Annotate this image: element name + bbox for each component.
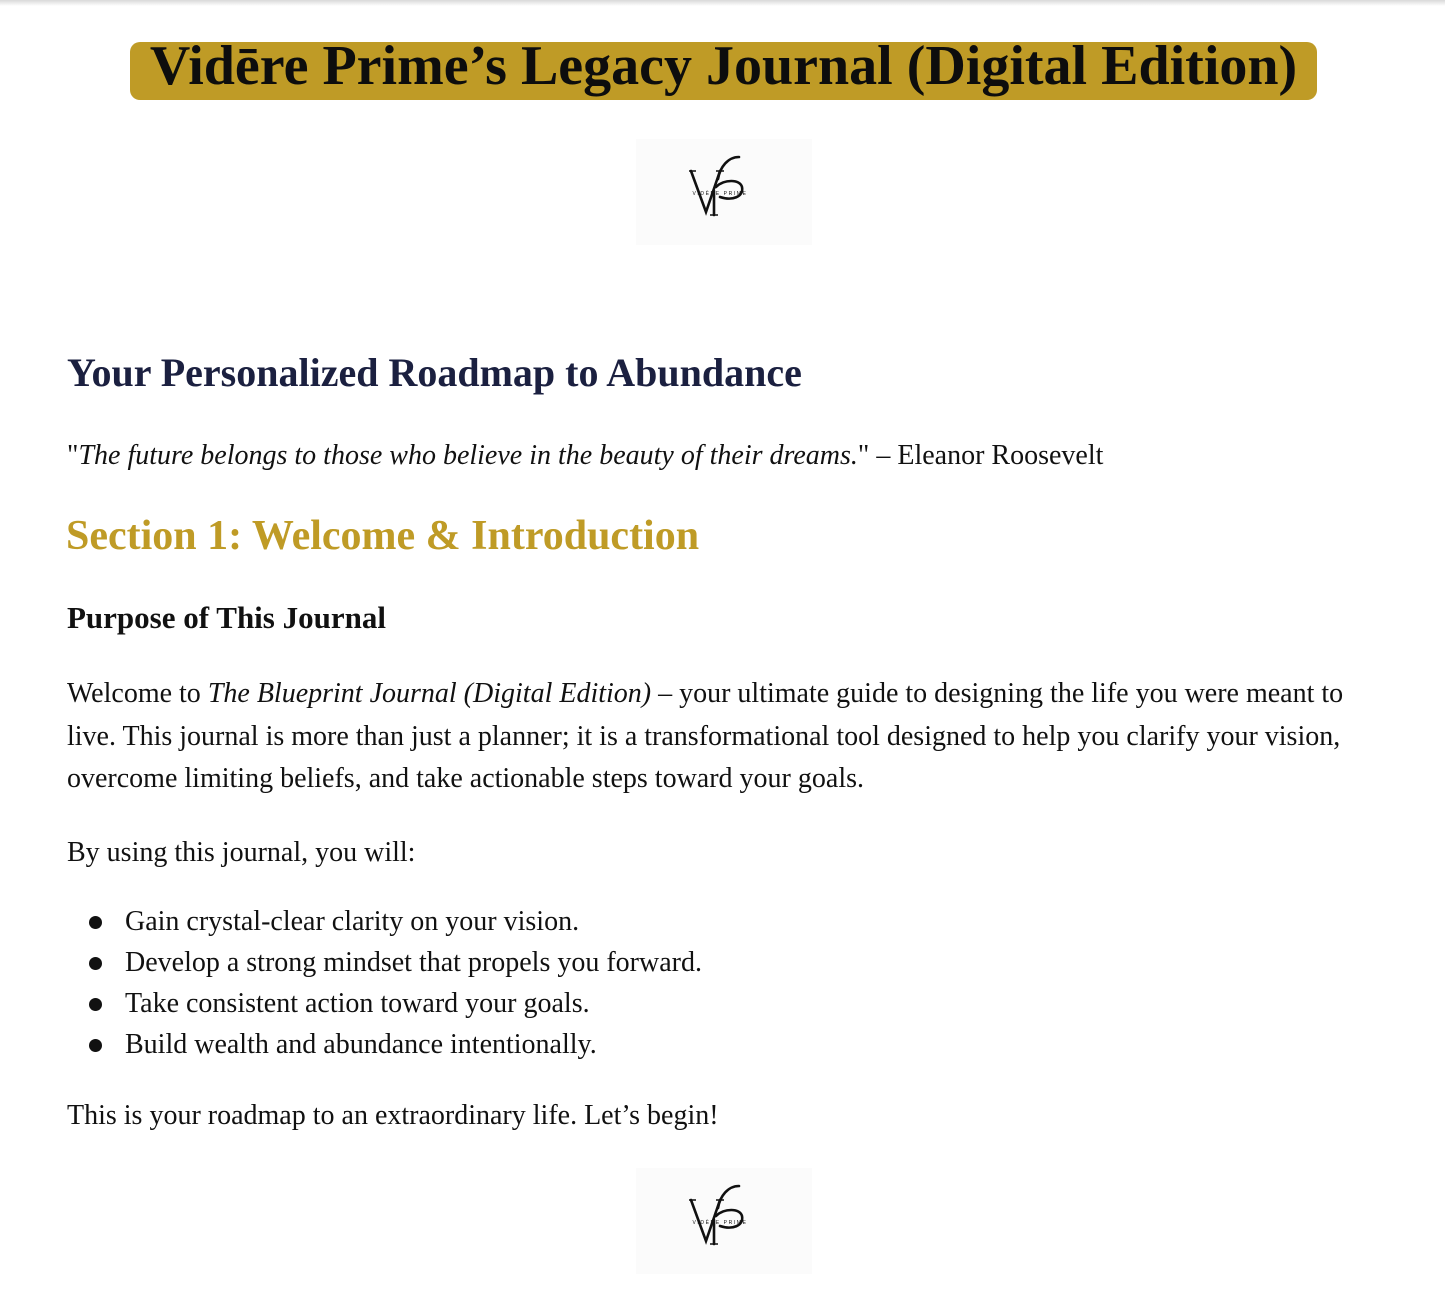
vp-monogram-logo-icon [636,1168,812,1274]
logo-wordmark: VIDĒRE PRIME [692,1220,748,1226]
quote-text: The future belongs to those who believe in the beauty of their dreams. [78,440,858,471]
list-item-text: Develop a strong mindset that propels you forward. [125,947,702,978]
vp-monogram-logo-icon [636,139,812,245]
bullet-icon [89,916,102,929]
logo-wordmark: VIDĒRE PRIME [692,191,748,197]
bullet-icon [89,1039,102,1052]
list-item-text: Take consistent action toward your goals. [125,988,590,1019]
document-title: Vidēre Prime’s Legacy Journal (Digital Edition) [149,42,1298,97]
list-item [67,942,702,983]
list-item [67,1024,702,1065]
bullet-icon [89,957,102,970]
section-heading: Section 1: Welcome & Introduction [66,513,700,559]
title-banner [130,42,1317,100]
purpose-heading: Purpose of This Journal [67,600,386,635]
bullet-icon [89,998,102,1011]
journal-name: The Blueprint Journal (Digital Edition) [207,678,652,709]
quote-attribution: " – Eleanor Roosevelt [857,440,1104,471]
roadmap-heading: Your Personalized Roadmap to Abundance [67,350,802,395]
page-top-edge [0,0,1445,6]
list-item [67,983,702,1024]
welcome-paragraph-rest: – your ultimate guide to designing the life you were meant to live. This journal is more than just a planner; it is a transformational tool designed to help you clarify your vision, overcome limiting beliefs, and take actionable steps toward your goals. [67,678,1344,794]
benefits-intro: By using this journal, you will: [67,837,416,868]
list-item-text: Build wealth and abundance intentionally. [125,1029,597,1060]
benefits-list [67,901,702,1065]
welcome-paragraph-start: Welcome to [67,678,208,709]
quote-open-mark: " [67,440,79,471]
closing-line: This is your roadmap to an extraordinary life. Let’s begin! [67,1100,719,1131]
quote [67,437,1103,475]
welcome-paragraph [67,673,1367,801]
list-item-text: Gain crystal-clear clarity on your vision. [125,906,580,937]
list-item [67,901,702,942]
